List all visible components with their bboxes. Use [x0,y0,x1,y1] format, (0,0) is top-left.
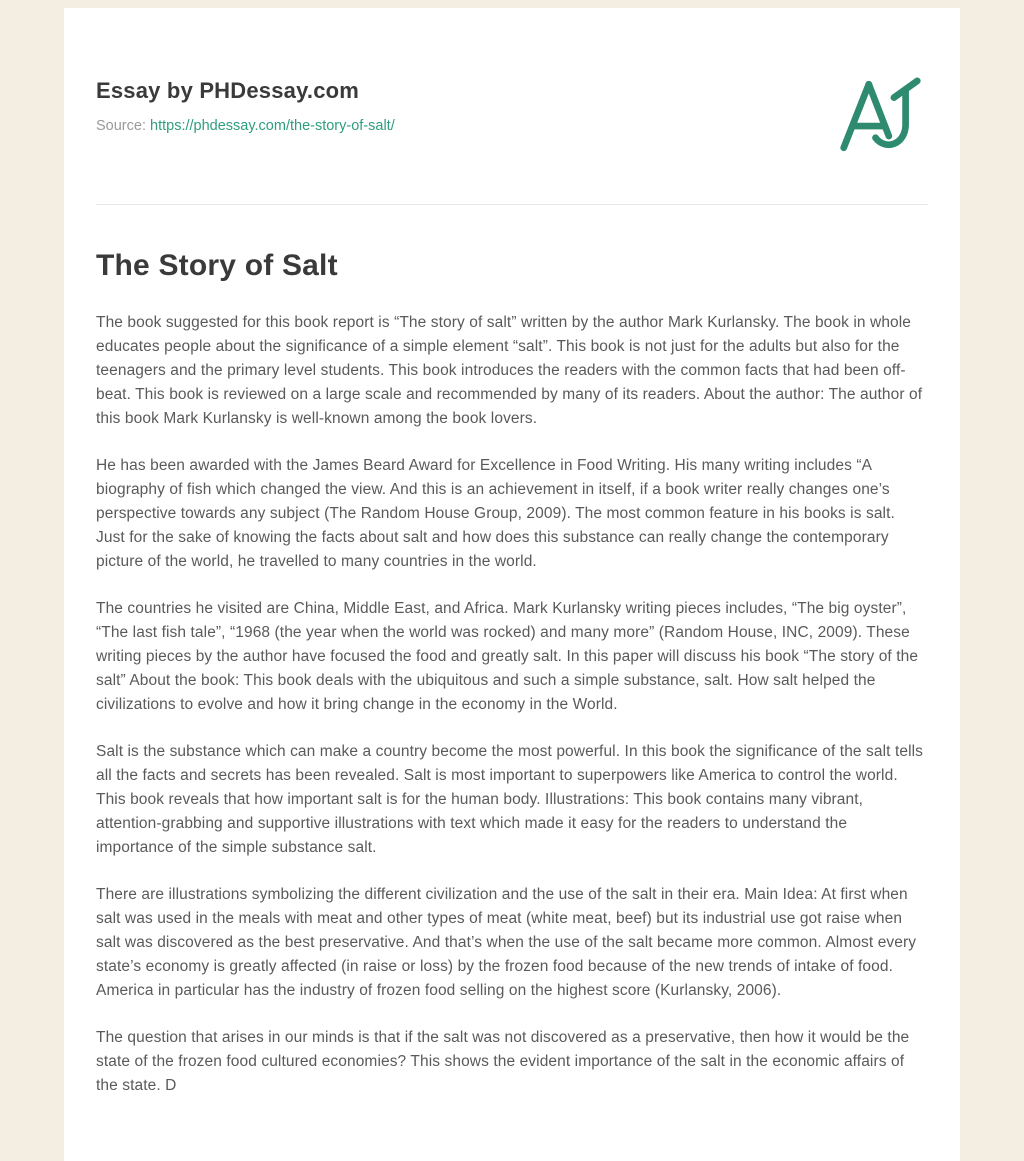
source-line [96,118,395,134]
site-title: Essay by PHDessay.com [96,78,360,103]
article-paragraph: The book suggested for this book report is “The story of salt” written by the author Mark Kurlansky. The book in whole educates people about the significance of a simple element “salt”. This book is not just for the adults but also for the teenagers and the primary level students. This book introduces the readers with the common facts that had been off-beat. This book is reviewed on a large scale and recommended by many of its readers. About the author: The author of this book Mark Kurlansky is well-known among the book lovers. [96,314,923,427]
article-body [96,311,928,1098]
article-paragraph: The question that arises in our minds is that if the salt was not discovered as a preservative, then how it would be the state of the frozen food cultured economies? This shows the evident importance of the salt in the economic affairs of the state. D [96,1029,910,1094]
article-paragraph: There are illustrations symbolizing the different civilization and the use of the salt in their era. Main Idea: At first when salt was used in the meals with meat and other types of meat (white meat, beef) but its industrial use got raise when salt was discovered as the best preservative. And that’s when the use of the salt became more common. Almost every state’s economy is greatly affected (in raise or loss) by the frozen food because of the new trends of intake of food. America in particular has the industry of frozen food selling on the highest score (Kurlansky, 2006). [96,886,917,999]
source-link[interactable]: https://phdessay.com/the-story-of-salt/ [150,118,395,134]
page-header [96,78,928,160]
article-paragraph: He has been awarded with the James Beard Award for Excellence in Food Writing. His many writing includes “A biography of fish which changed the view. And this is an achievement in itself, if a book writer really changes one’s perspective towards any subject (The Random House Group, 2009). The most common feature in his books is salt. Just for the sake of knowing the facts about salt and how does this substance can really change the contemporary picture of the world, he travelled to many countries in the world. [96,457,895,570]
header-divider [96,204,928,205]
content-card [64,8,960,1161]
header-text-block [96,78,395,134]
source-label: Source: [96,118,146,134]
phdessay-logo-icon [832,72,924,160]
article-paragraph: The countries he visited are China, Middle East, and Africa. Mark Kurlansky writing pieces includes, “The big oyster”, “The last fish tale”, “1968 (the year when the world was rocked) and many more” (Random House, INC, 2009). These writing pieces by the author have focused the food and greatly salt. In this paper will discuss his book “The story of the salt” About the book: This book deals with the ubiquitous and such a simple substance, salt. How salt helped the civilizations to evolve and how it bring change in the economy in the World. [96,600,919,713]
logo-a-left-leg [844,84,869,148]
article-paragraph: Salt is the substance which can make a country become the most powerful. In this book the significance of the salt tells all the facts and secrets has been revealed. Salt is most important to superpowers like America to control the world. This book reveals that how important salt is for the human body. Illustrations: This book contains many vibrant, attention-grabbing and supportive illustrations with text which made it easy for the readers to understand the importance of the simple substance salt. [96,743,924,856]
article-title: The Story of Salt [96,249,338,282]
